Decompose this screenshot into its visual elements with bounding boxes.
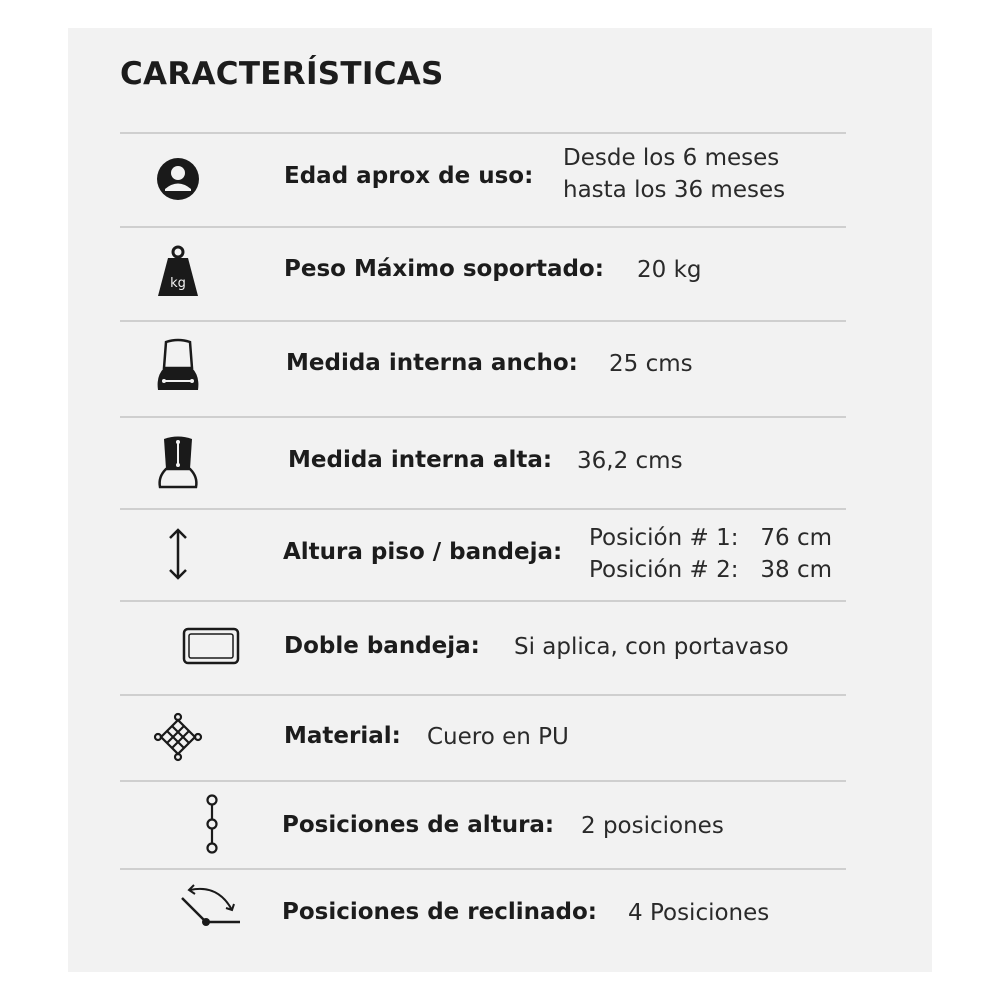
feature-value: Si aplica, con portavaso [514,634,789,660]
kg-label: kg [170,276,186,291]
feature-label: Edad aprox de uso: [284,163,534,189]
feature-row-height [68,416,932,510]
feature-value: 36,2 cms [577,448,683,474]
recline-icon [178,882,242,946]
weight-kg-icon [146,240,210,304]
feature-label: Doble bandeja: [284,633,480,659]
feature-label: Medida interna ancho: [286,350,578,376]
feature-row-recline [68,868,932,958]
feature-row-height-positions [68,780,932,868]
feature-row-tray [68,600,932,694]
feature-value [563,142,785,206]
feature-value: Cuero en PU [427,724,569,750]
seat-height-icon [146,431,210,495]
tray-icon [179,614,243,678]
features-card [68,28,932,972]
feature-value: 20 kg [637,257,702,283]
feature-row-weight [68,226,932,320]
page-title: CARACTERÍSTICAS [120,56,444,92]
feature-row-material [68,694,932,780]
user-icon [146,147,210,211]
vertical-arrow-icon [146,522,210,586]
feature-value-line: Posición # 1: 76 cm [589,525,833,551]
feature-label: Altura piso / bandeja: [283,539,563,565]
feature-value: 25 cms [609,351,693,377]
feature-value-line: Posición # 2: 38 cm [589,557,833,583]
feature-label: Material: [284,723,401,749]
feature-value-line: hasta los 36 meses [563,177,786,203]
feature-label: Posiciones de altura: [282,812,555,838]
feature-value-line: Desde los 6 meses [563,145,780,171]
height-positions-icon [180,792,244,856]
woven-material-icon [146,705,210,769]
feature-label: Posiciones de reclinado: [282,899,597,925]
feature-row-width [68,320,932,416]
feature-row-age [68,132,932,226]
feature-row-tray-height [68,508,932,600]
seat-width-icon [146,334,210,398]
feature-value: 4 Posiciones [628,900,770,926]
feature-value [589,522,832,586]
feature-label: Peso Máximo soportado: [284,256,604,282]
feature-label: Medida interna alta: [288,447,553,473]
feature-value: 2 posiciones [581,813,724,839]
